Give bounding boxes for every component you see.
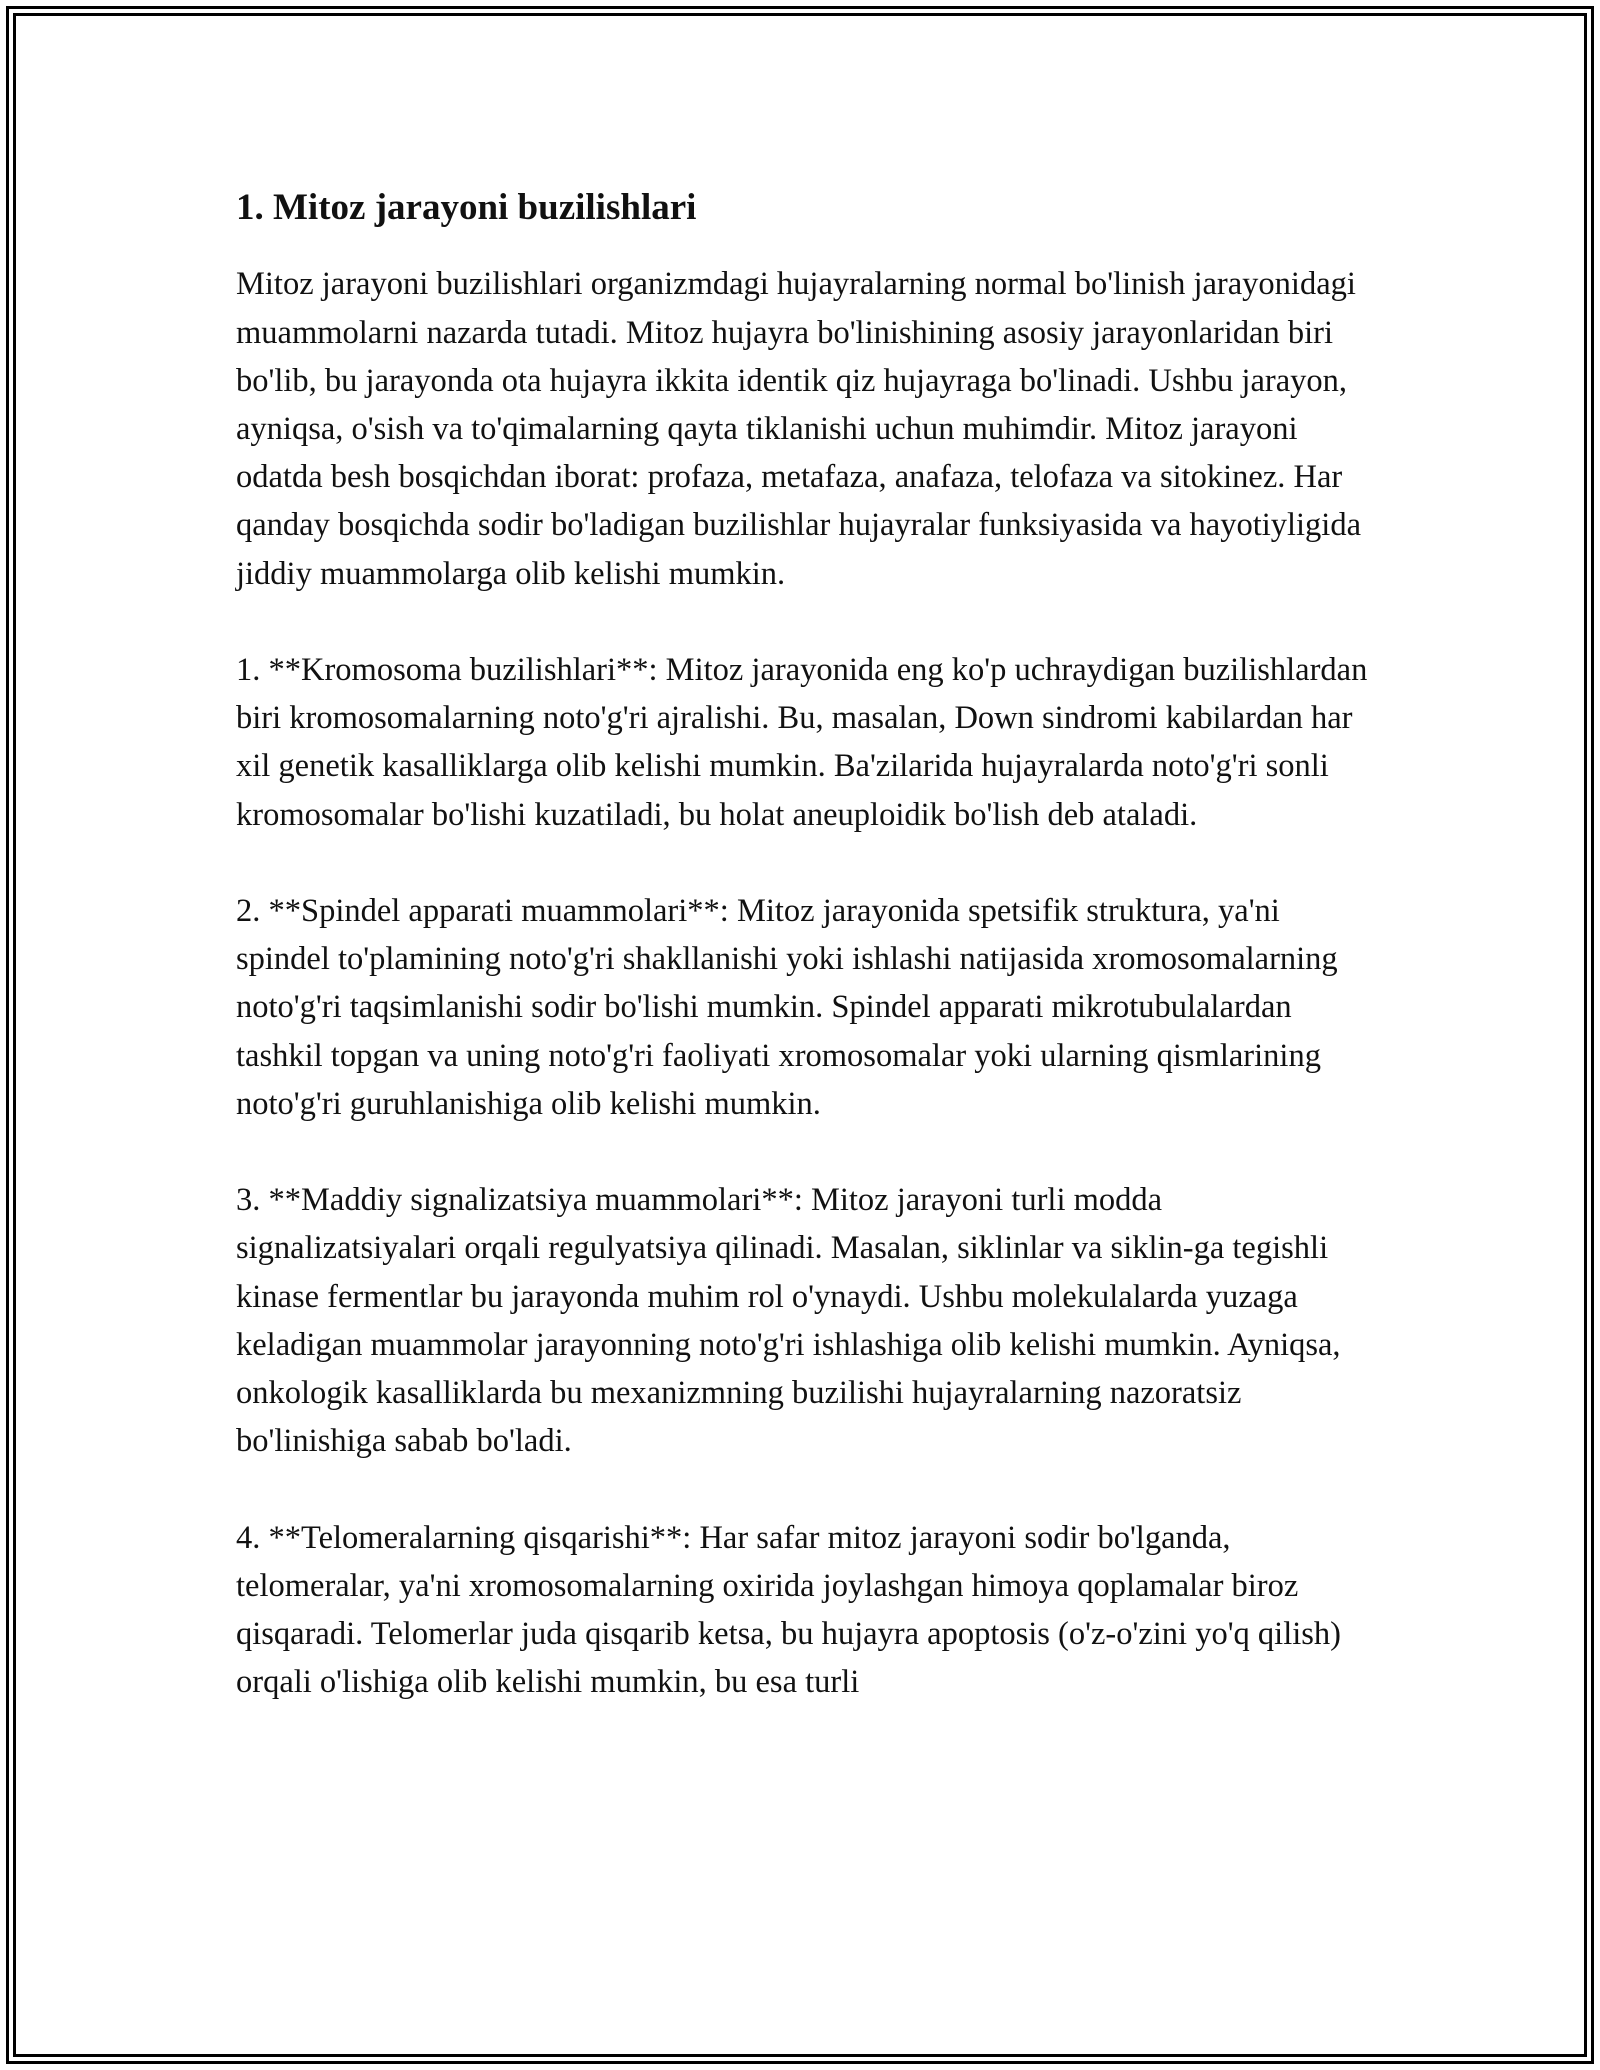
list-item-telomere-shortening: 4. **Telomeralarning qisqarishi**: Har safar mitoz jarayoni sodir bo'lganda, telomeralar, ya'ni xromosomalarning oxirida joylashgan himoya qoplamalar biroz qisqaradi. Telomerlar juda qisqarib ketsa, bu hujayra apoptosis (o'z-o'zini yo'q qilish) orqali o'lishiga olib kelishi mumkin, bu esa turli — [236, 1519, 1341, 1701]
section-heading: 1. Mitoz jarayoni buzilishlari — [236, 187, 697, 228]
intro-paragraph: Mitoz jarayoni buzilishlari organizmdagi hujayralarning normal bo'linish jarayonidagi muammolarni nazarda tutadi. Mitoz hujayra bo'linishining asosiy jarayonlaridan biri bo'lib, bu jarayonda ota hujayra ikkita identik qiz hujayraga bo'linadi. Ushbu jarayon, ayniqsa, o'sish va to'qimalarning qayta tiklanishi uchun muhimdir. Mitoz jarayoni odatda besh bosqichdan iborat: profaza, metafaza, anafaza, telofaza va sitokinez. Har qanday bosqichda sodir bo'ladigan buzilishlar hujayralar funksiyasida va hayotiyligida jiddiy muammolarga olib kelishi mumkin. — [236, 266, 1362, 592]
list-item-chromosome-disorders: 1. **Kromosoma buzilishlari**: Mitoz jarayonida eng ko'p uchraydigan buzilishlardan biri kromosomalarning noto'g'ri ajralishi. Bu, masalan, Down sindromi kabilardan har xil genetik kasalliklarga olib kelishi mumkin. Ba'zilarida hujayralarda noto'g'ri sonli kromosomalar bo'lishi kuzatiladi, bu holat aneuploidik bo'lish deb ataladi. — [236, 652, 1368, 833]
document-body — [236, 186, 1376, 1755]
list-item-signaling-problems: 3. **Maddiy signalizatsiya muammolari**: Mitoz jarayoni turli modda signalizatsiyalari orqali regulyatsiya qilinadi. Masalan, siklinlar va siklin-ga tegishli kinase fermentlar bu jarayonda muhim rol o'ynaydi. Ushbu molekulalarda yuzaga keladigan muammolar jarayonning noto'g'ri ishlashiga olib kelishi mumkin. Ayniqsa, onkologik kasalliklarda bu mexanizmning buzilishi hujayralarning nazoratsiz bo'linishiga sabab bo'ladi. — [236, 1182, 1341, 1460]
list-item-spindle-problems: 2. **Spindel apparati muammolari**: Mitoz jarayonida spetsifik struktura, ya'ni spindel to'plamining noto'g'ri shakllanishi yoki ishlashi natijasida xromosomalarning noto'g'ri taqsimlanishi sodir bo'lishi mumkin. Spindel apparati mikrotubulalardan tashkil topgan va uning noto'g'ri faoliyati xromosomalar yoki ularning qismlarining noto'g'ri guruhlanishiga olib kelishi mumkin. — [236, 893, 1338, 1122]
